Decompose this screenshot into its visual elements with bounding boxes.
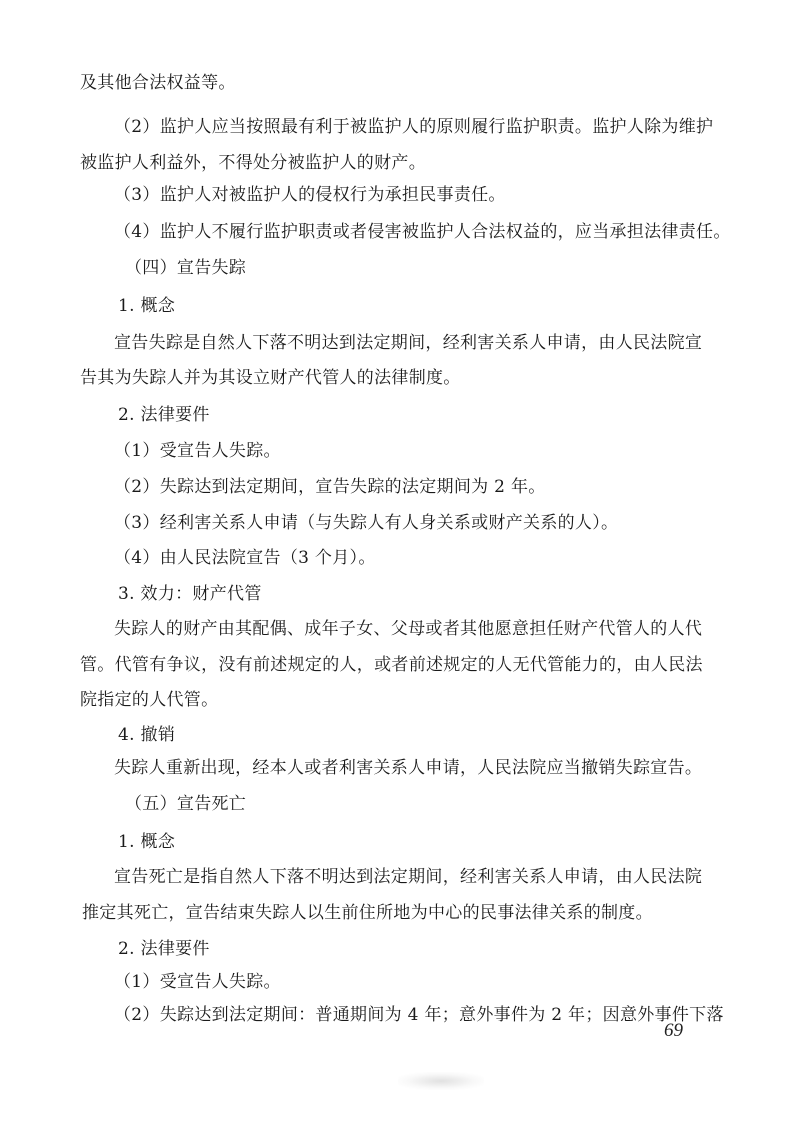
paragraph-line: 院指定的人代管。: [80, 690, 219, 710]
subsection-heading: 1. 概念: [118, 832, 176, 852]
paragraph-line: 被监护人利益外，不得处分被监护人的财产。: [80, 153, 426, 173]
paragraph-line: （3）监护人对被监护人的侵权行为承担民事责任。: [114, 185, 506, 205]
list-item: （2）失踪达到法定期间，宣告失踪的法定期间为 2 年。: [114, 477, 546, 497]
subsection-heading: 1. 概念: [118, 296, 176, 316]
paragraph-line: 管。代管有争议，没有前述规定的人，或者前述规定的人无代管能力的，由人民法: [80, 655, 703, 675]
subsection-heading: 2. 法律要件: [118, 405, 210, 425]
paragraph-line: 推定其死亡，宣告结束失踪人以生前住所地为中心的民事法律关系的制度。: [82, 903, 653, 923]
paragraph-line: 失踪人重新出现，经本人或者利害关系人申请，人民法院应当撤销失踪宣告。: [114, 758, 703, 778]
list-item: （3）经利害关系人申请（与失踪人有人身关系或财产关系的人）。: [114, 513, 619, 533]
paragraph-line: 告其为失踪人并为其设立财产代管人的法律制度。: [80, 368, 461, 388]
list-item: （2）失踪达到法定期间：普通期间为 4 年；意外事件为 2 年；因意外事件下落: [114, 1005, 724, 1025]
paragraph-line: 失踪人的财产由其配偶、成年子女、父母或者其他愿意担任财产代管人的人代: [114, 619, 703, 639]
page-number: 69: [664, 1020, 683, 1041]
scan-smudge: [398, 1072, 484, 1090]
paragraph-line: 宣告死亡是指自然人下落不明达到法定期间，经利害关系人申请，由人民法院: [114, 867, 703, 887]
subsection-heading: 2. 法律要件: [118, 939, 210, 959]
paragraph-line: （4）监护人不履行监护职责或者侵害被监护人合法权益的，应当承担法律责任。: [114, 222, 731, 242]
list-item: （1）受宣告人失踪。: [114, 441, 281, 461]
paragraph-line: 及其他合法权益等。: [80, 73, 236, 93]
paragraph-line: （2）监护人应当按照最有利于被监护人的原则履行监护职责。监护人除为维护: [114, 117, 714, 137]
section-heading: （五）宣告死亡: [125, 794, 247, 814]
paragraph-line: 宣告失踪是自然人下落不明达到法定期间，经利害关系人申请，由人民法院宣: [114, 333, 703, 353]
list-item: （4）由人民法院宣告（3 个月）。: [114, 548, 376, 568]
section-heading: （四）宣告失踪: [125, 258, 247, 278]
subsection-heading: 4. 撤销: [118, 725, 176, 745]
list-item: （1）受宣告人失踪。: [114, 972, 281, 992]
subsection-heading: 3. 效力：财产代管: [118, 584, 262, 604]
